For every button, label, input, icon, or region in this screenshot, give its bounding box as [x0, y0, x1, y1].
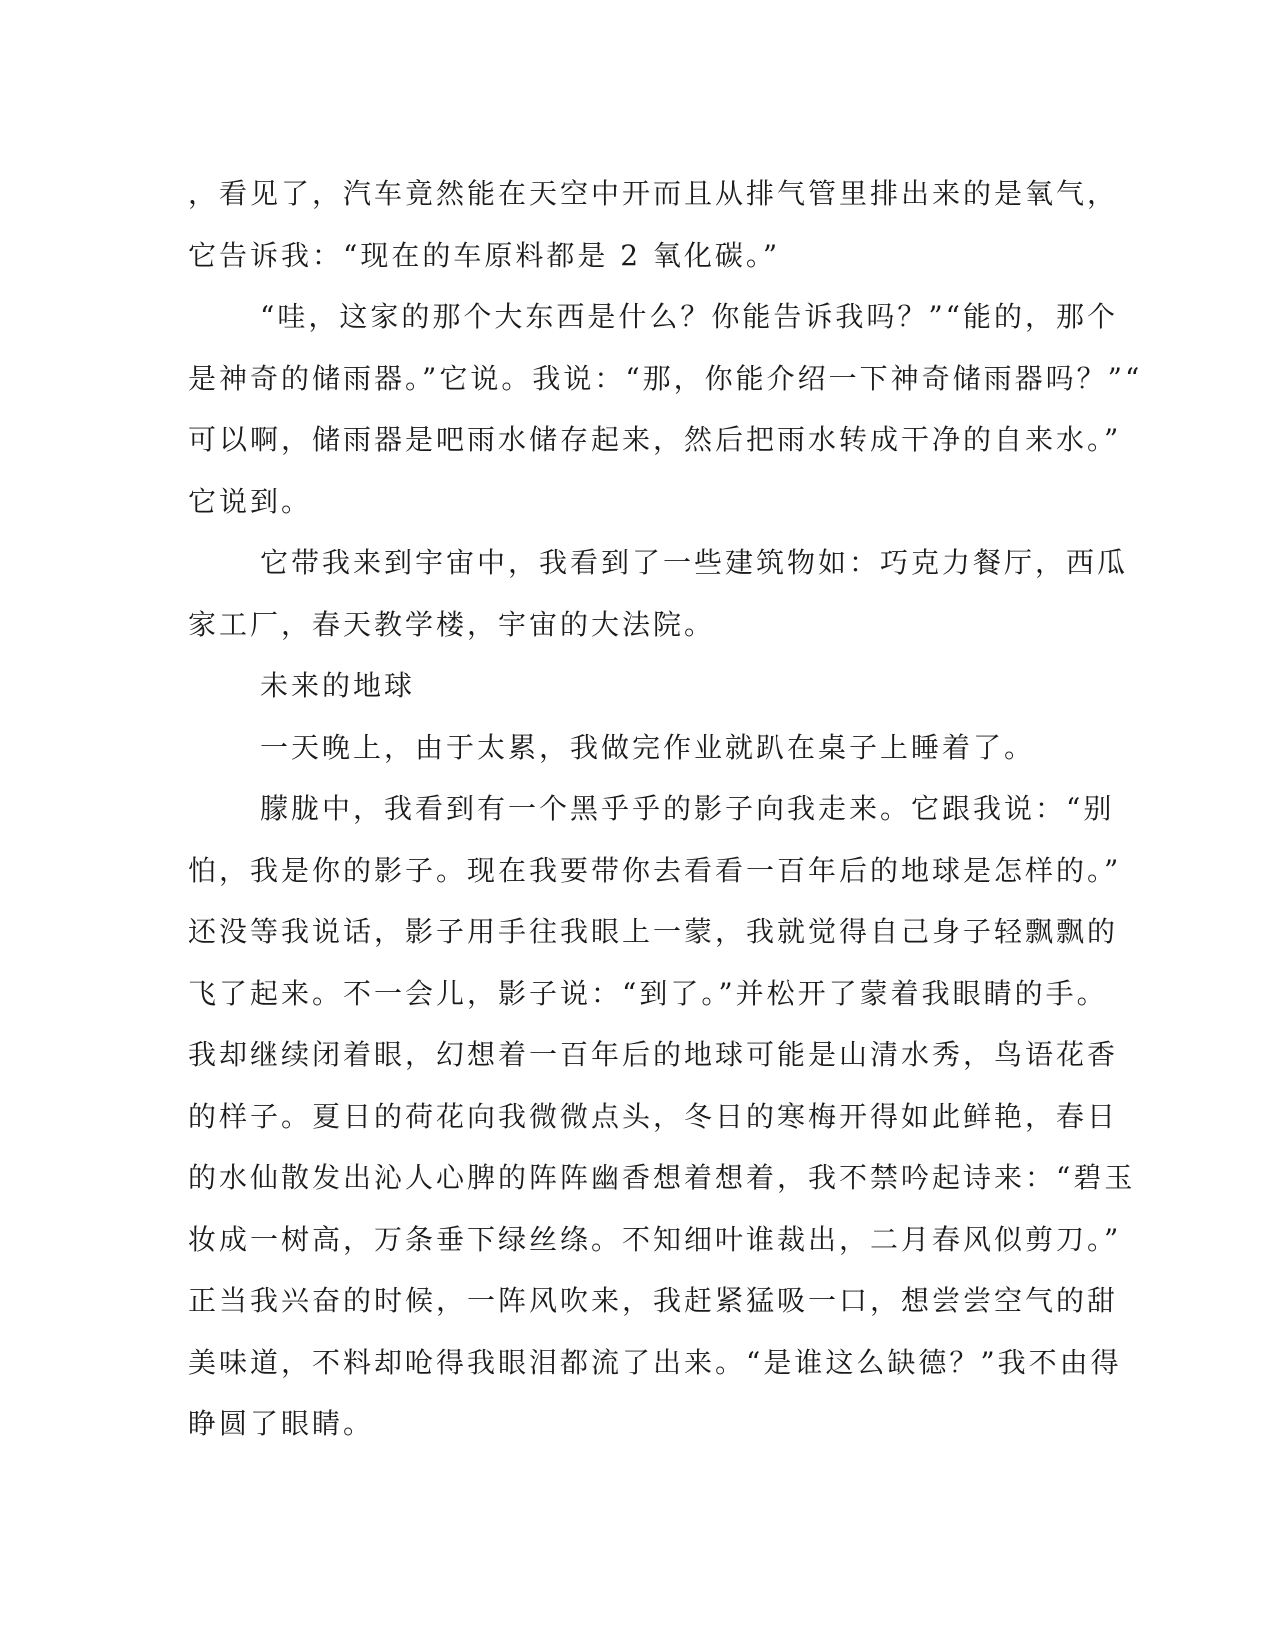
- text-line: 的样子。夏日的荷花向我微微点头，冬日的寒梅开得如此鲜艳，春日: [188, 1099, 1119, 1133]
- text-line: 正当我兴奋的时候，一阵风吹来，我赶紧猛吸一口，想尝尝空气的甜: [188, 1284, 1119, 1317]
- text-line: 可以啊，储雨器是吧雨水储存起来，然后把雨水转成干净的自来水。”: [188, 423, 1122, 456]
- document-body: [188, 163, 1143, 1455]
- text-line: 我却继续闭着眼，幻想着一百年后的地球可能是山清水秀，鸟语花香: [188, 1038, 1119, 1071]
- text-line: ，看见了，汽车竟然能在天空中开而且从排气管里排出来的是氧气，: [188, 177, 1119, 210]
- text-line: 一天晚上，由于太累，我做完作业就趴在桌子上睡着了。: [260, 730, 1036, 764]
- text-line: 怕，我是你的影子。现在我要带你去看看一百年后的地球是怎样的。”: [188, 853, 1122, 887]
- text-line: 是神奇的储雨器。”它说。我说：“那，你能介绍一下神奇储雨器吗？”“: [188, 361, 1143, 395]
- section-heading: 未来的地球: [260, 669, 416, 702]
- text-line: 家工厂，春天教学楼，宇宙的大法院。: [188, 607, 716, 641]
- text-line: 朦胧中，我看到有一个黑乎乎的影子向我走来。它跟我说：“别: [260, 792, 1115, 825]
- text-line: 它带我来到宇宙中，我看到了一些建筑物如：巧克力餐厅，西瓜: [260, 546, 1129, 579]
- text-line: 睁圆了眼睛。: [188, 1407, 375, 1440]
- text-line: 它说到。: [188, 484, 313, 518]
- text-line: 的水仙散发出沁人心脾的阵阵幽香想着想着，我不禁吟起诗来：“碧玉: [188, 1161, 1136, 1194]
- text-line: “哇，这家的那个大东西是什么？你能告诉我吗？”“能的，那个: [260, 300, 1118, 333]
- text-line: 妆成一树高，万条垂下绿丝绦。不知细叶谁裁出，二月春风似剪刀。”: [188, 1222, 1122, 1256]
- text-line: 美味道，不料却呛得我眼泪都流了出来。“是谁这么缺德？”我不由得: [188, 1345, 1122, 1379]
- text-line: 飞了起来。不一会儿，影子说：“到了。”并松开了蒙着我眼睛的手。: [188, 976, 1108, 1010]
- text-line: 还没等我说话，影子用手往我眼上一蒙，我就觉得自己身子轻飘飘的: [188, 915, 1119, 948]
- text-line: 它告诉我：“现在的车原料都是 2 氧化碳。”: [188, 238, 781, 272]
